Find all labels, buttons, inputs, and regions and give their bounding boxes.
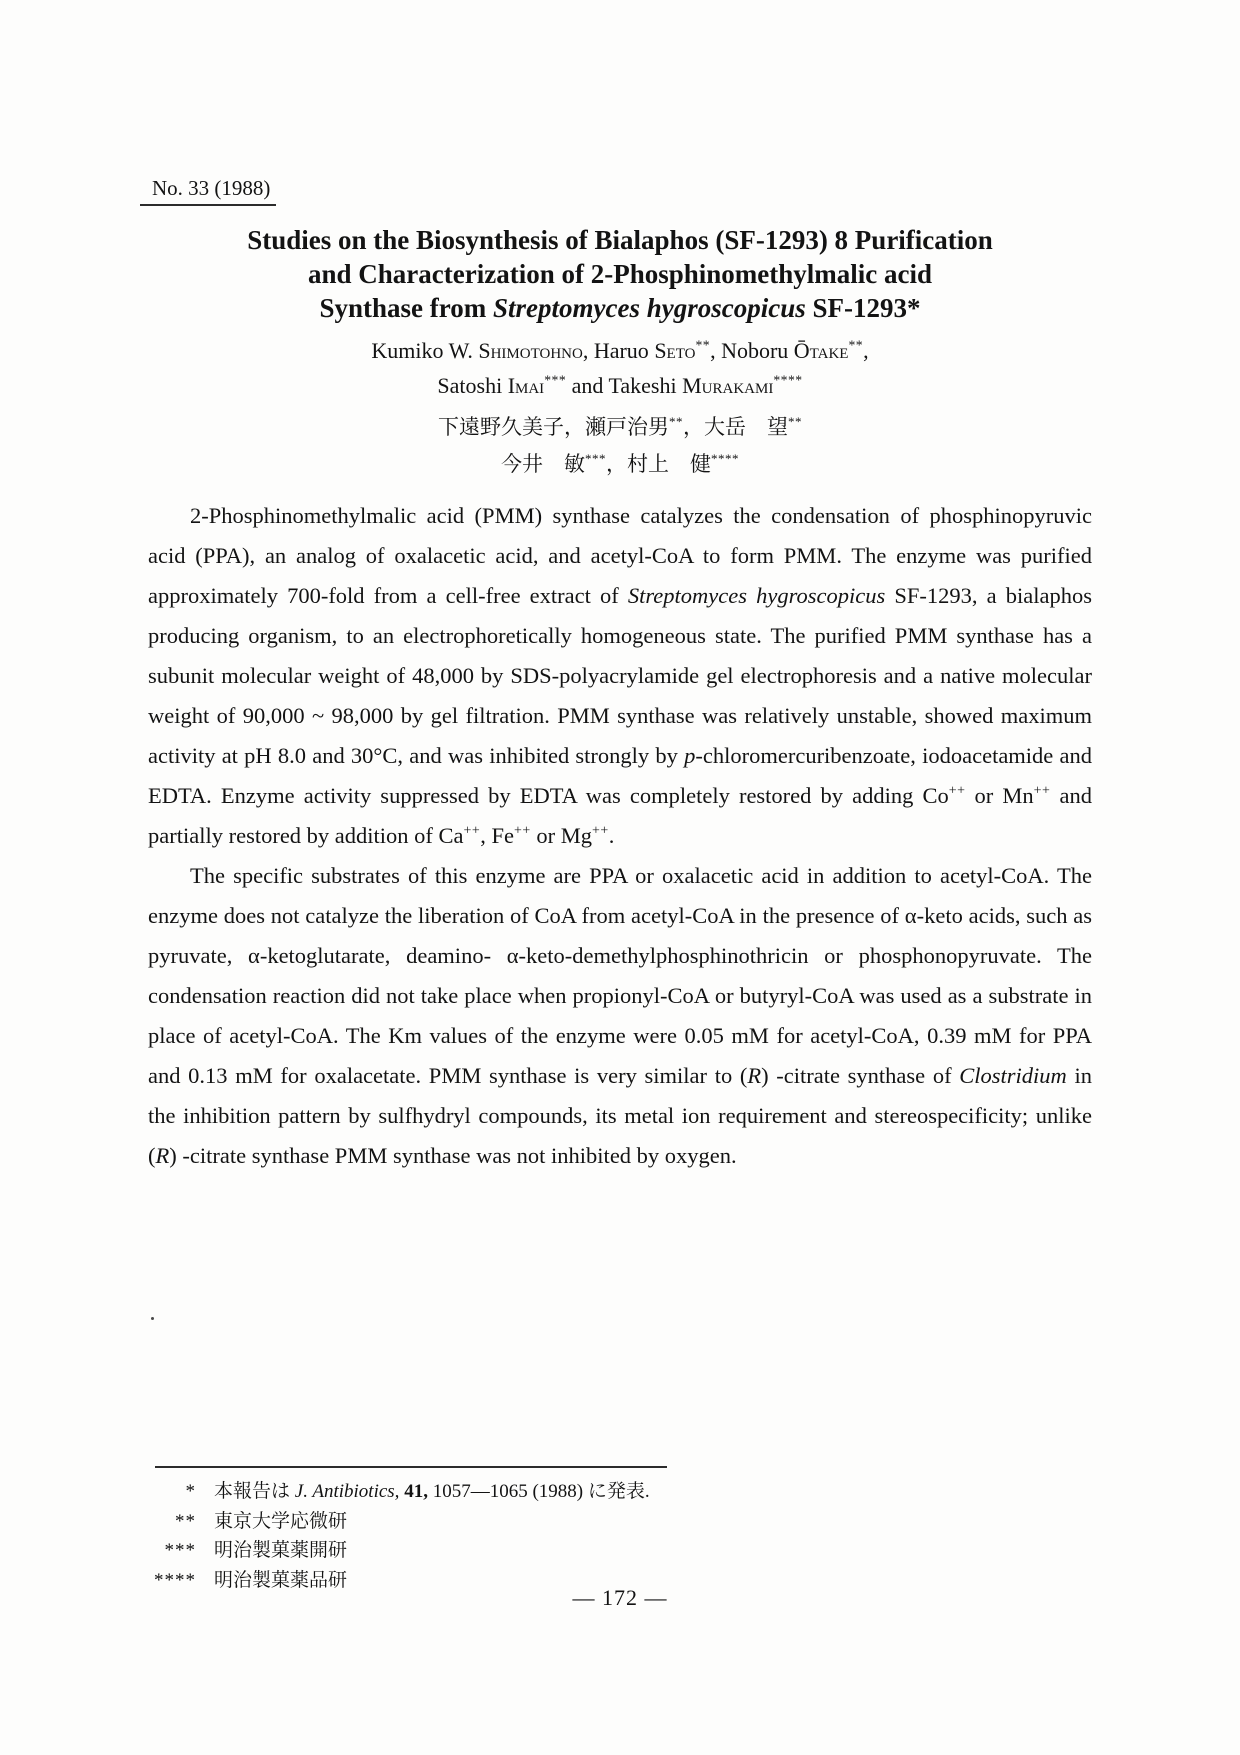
footnote-divider-rule bbox=[155, 1466, 667, 1468]
abstract-paragraph-2: The specific substrates of this enzyme are PPA or oxalacetic acid in addition to acetyl-CoA. The enzyme does not catalyze the liberation of CoA from acetyl-CoA in the presence of α-keto acids, such as pyruvate, α-ketoglutarate, deamino- α-keto-demethylphosphinothricin or phosphonopyruvate. The condensation reaction did not take place when propionyl-CoA or butyryl-CoA was used as a substrate in place of acetyl-CoA. The Km values of the enzyme were 0.05 mM for acetyl-CoA, 0.39 mM for PPA and 0.13 mM for oxalacetate. PMM synthase is very similar to (R) -citrate synthase of Clostridium in the inhibition pattern by sulfhydryl compounds, its metal ion requirement and stereospecificity; unlike (R) -citrate synthase PMM synthase was not inhibited by oxygen. bbox=[148, 863, 1092, 1168]
paper-title bbox=[0, 223, 1240, 325]
authors-english bbox=[0, 333, 1240, 403]
footnote-text: 明治製菓薬開研 bbox=[214, 1540, 348, 1561]
footnote-marker: * bbox=[185, 1481, 196, 1502]
footnote-text: 東京大学応微研 bbox=[214, 1510, 348, 1532]
authors-english-line1: Kumiko W. Shimotohno, Haruo Seto**, Noboru Ōtake**, bbox=[371, 337, 869, 363]
footnotes bbox=[140, 1477, 650, 1595]
journal-issue-header: No. 33 (1988) bbox=[140, 176, 276, 206]
footnote-marker: ** bbox=[175, 1510, 196, 1532]
abstract-paragraph-1: 2-Phosphinomethylmalic acid (PMM) synthase catalyzes the condensation of phosphinopyruvic acid (PPA), an analog of oxalacetic acid, and acetyl-CoA to form PMM. The enzyme was purified approximately 700-fold from a cell-free extract of Streptomyces hygroscopicus SF-1293, a bialaphos producing organism, to an electrophoretically homogeneous state. The purified PMM synthase has a subunit molecular weight of 48,000 by SDS-polyacrylamide gel electrophoresis and a native molecular weight of 90,000 ~ 98,000 by gel filtration. PMM synthase was relatively unstable, showed maximum activity at pH 8.0 and 30°C, and was inhibited strongly by p-chloromercuribenzoate, iodoacetamide and EDTA. Enzyme activity suppressed by EDTA was completely restored by adding Co++ or Mn++ and partially restored by addition of Ca++, Fe++ or Mg++. bbox=[148, 503, 1092, 848]
authors-japanese bbox=[0, 409, 1240, 483]
footnote-marker: **** bbox=[154, 1569, 196, 1591]
footnote-marker: *** bbox=[164, 1540, 196, 1561]
abstract-body bbox=[148, 496, 1092, 1176]
footnote-row bbox=[140, 1477, 650, 1507]
authors-japanese-line2: 今井 敏***，村上 健**** bbox=[500, 451, 740, 476]
footnote-row bbox=[140, 1536, 650, 1566]
authors-japanese-line1: 下遠野久美子，瀬戸治男**，大岳 望** bbox=[437, 414, 803, 439]
footnote-row bbox=[140, 1507, 650, 1537]
footnote-text: 明治製菓薬品研 bbox=[214, 1569, 348, 1591]
paper-title-line1: Studies on the Biosynthesis of Bialaphos (SF-1293) 8 Purification bbox=[247, 225, 993, 255]
authors-english-line2: Satoshi Imai*** and Takeshi Murakami**** bbox=[437, 372, 803, 398]
page-number: — 172 — bbox=[572, 1585, 668, 1610]
paper-title-line3: Synthase from Streptomyces hygroscopicus SF-1293* bbox=[319, 293, 921, 323]
scan-speck bbox=[151, 1317, 154, 1320]
footnote-text: 本報告は J. Antibiotics, 41, 1057—1065 (1988) に発表. bbox=[214, 1481, 650, 1502]
paper-title-line2: and Characterization of 2-Phosphinomethylmalic acid bbox=[308, 259, 932, 289]
